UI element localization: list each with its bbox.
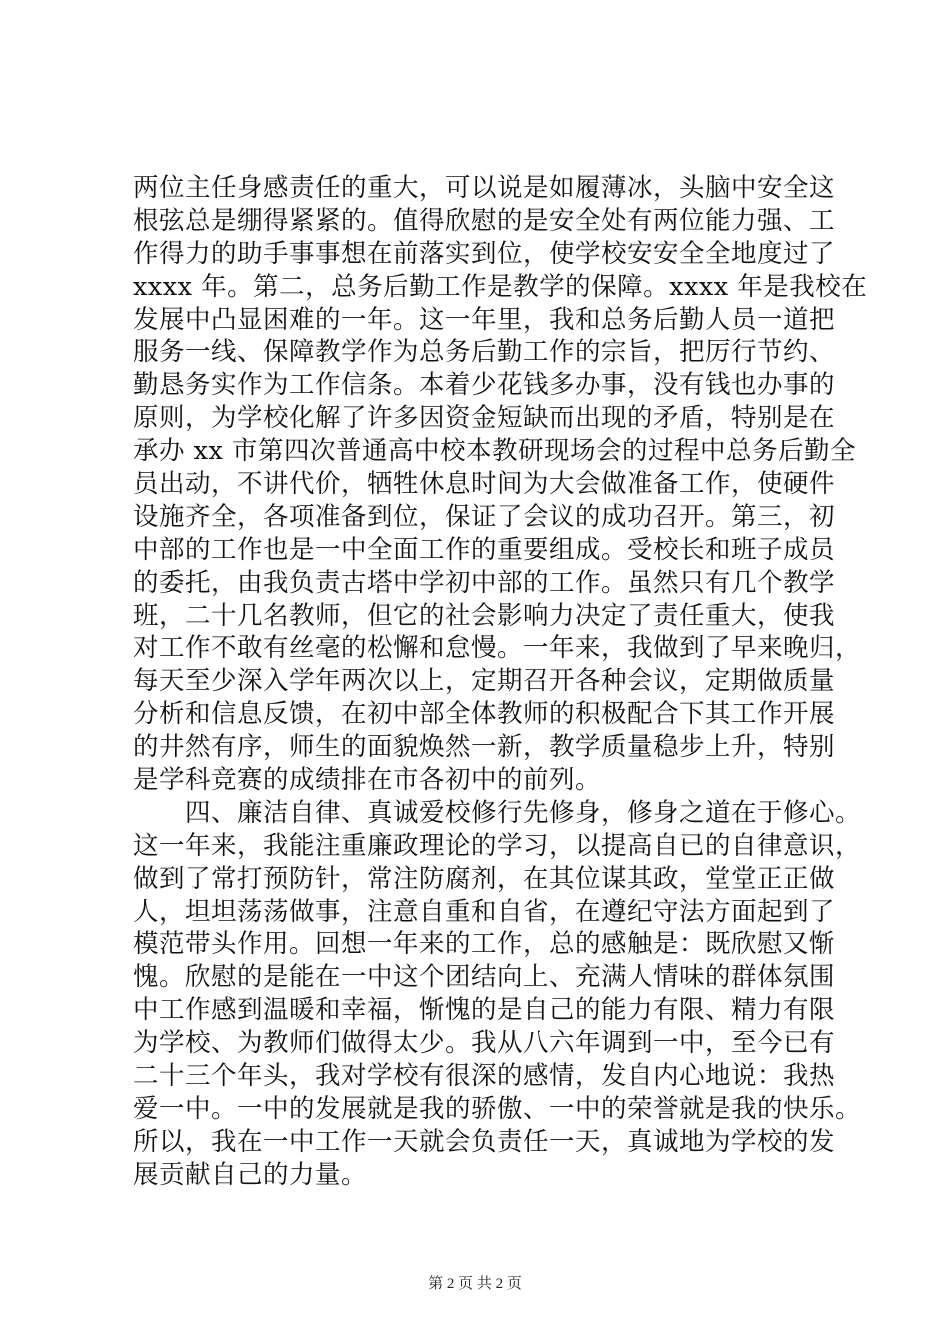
text-line: 人，坦坦荡荡做事，注意自重和自省，在遵纪守法方面起到了 bbox=[133, 896, 836, 927]
text-line: 这一年来，我能注重廉政理论的学习，以提高自已的自律意识， bbox=[133, 830, 862, 861]
document-body bbox=[133, 172, 868, 1192]
text-line: 承办 xx 市第四次普通高中校本教研现场会的过程中总务后勤全 bbox=[133, 436, 856, 467]
text-line: 设施齐全，各项准备到位，保证了会议的成功召开。第三，初 bbox=[133, 501, 836, 532]
text-line: 为学校、为教师们做得太少。我从八六年调到一中，至今已有 bbox=[133, 1028, 836, 1059]
text-line: 愧。欣慰的是能在一中这个团结向上、充满人情味的群体氛围 bbox=[133, 962, 836, 993]
text-line: 的委托，由我负责古塔中学初中部的工作。虽然只有几个教学 bbox=[133, 567, 836, 598]
text-line: 每天至少深入学年两次以上，定期召开各种会议，定期做质量 bbox=[133, 666, 836, 697]
text-line: 对工作不敢有丝毫的松懈和怠慢。一年来，我做到了早来晚归， bbox=[133, 633, 862, 664]
text-line: 服务一线、保障教学作为总务后勤工作的宗旨，把厉行节约、 bbox=[133, 337, 836, 368]
text-line: 班，二十几名教师，但它的社会影响力决定了责任重大，使我 bbox=[133, 600, 836, 631]
text-line: 勤恳务实作为工作信条。本着少花钱多办事，没有钱也办事的 bbox=[133, 370, 836, 401]
text-line: 做到了常打预防针，常注防腐剂，在其位谋其政，堂堂正正做 bbox=[133, 863, 836, 894]
text-line: 分析和信息反馈，在初中部全体教师的积极配合下其工作开展 bbox=[133, 699, 836, 730]
page-footer: 第 2 页 共 2 页 bbox=[428, 1276, 522, 1292]
text-line: 爱一中。一中的发展就是我的骄傲、一中的荣誉就是我的快乐。 bbox=[133, 1093, 862, 1124]
paragraph-start-line: 四、廉洁自律、真诚爱校修行先修身，修身之道在于修心。 bbox=[133, 797, 862, 828]
text-line: 二十三个年头，我对学校有很深的感情，发自内心地说：我热 bbox=[133, 1061, 836, 1092]
text-line: 原则，为学校化解了许多因资金短缺而出现的矛盾，特别是在 bbox=[133, 403, 836, 434]
text-line: 模范带头作用。回想一年来的工作，总的感触是：既欣慰又惭 bbox=[133, 929, 836, 960]
text-line: 中工作感到温暖和幸福，惭愧的是自己的能力有限、精力有限 bbox=[133, 995, 836, 1026]
text-line: 员出动，不讲代价，牺牲休息时间为大会做准备工作，使硬件 bbox=[133, 469, 836, 500]
text-line: 中部的工作也是一中全面工作的重要组成。受校长和班子成员 bbox=[133, 534, 836, 565]
text-line: 两位主任身感责任的重大，可以说是如履薄冰，头脑中安全这 bbox=[133, 173, 836, 203]
text-line: 发展中凸显困难的一年。这一年里，我和总务后勤人员一道把 bbox=[133, 304, 836, 335]
text-line: 所以，我在一中工作一天就会负责任一天，真诚地为学校的发 bbox=[133, 1126, 836, 1157]
text-line: 展贡献自己的力量。 bbox=[133, 1159, 368, 1190]
text-line: 的井然有序，师生的面貌焕然一新，教学质量稳步上升，特别 bbox=[133, 732, 836, 763]
text-line: 根弦总是绷得紧紧的。值得欣慰的是安全处有两位能力强、工 bbox=[133, 205, 836, 236]
text-line: xxxx 年。第二，总务后勤工作是教学的保障。xxxx 年是我校在 bbox=[133, 271, 868, 302]
text-line: 是学科竞赛的成绩排在市各初中的前列。 bbox=[133, 765, 602, 796]
text-line: 作得力的助手事事想在前落实到位，使学校安安全全地度过了 bbox=[133, 238, 836, 269]
